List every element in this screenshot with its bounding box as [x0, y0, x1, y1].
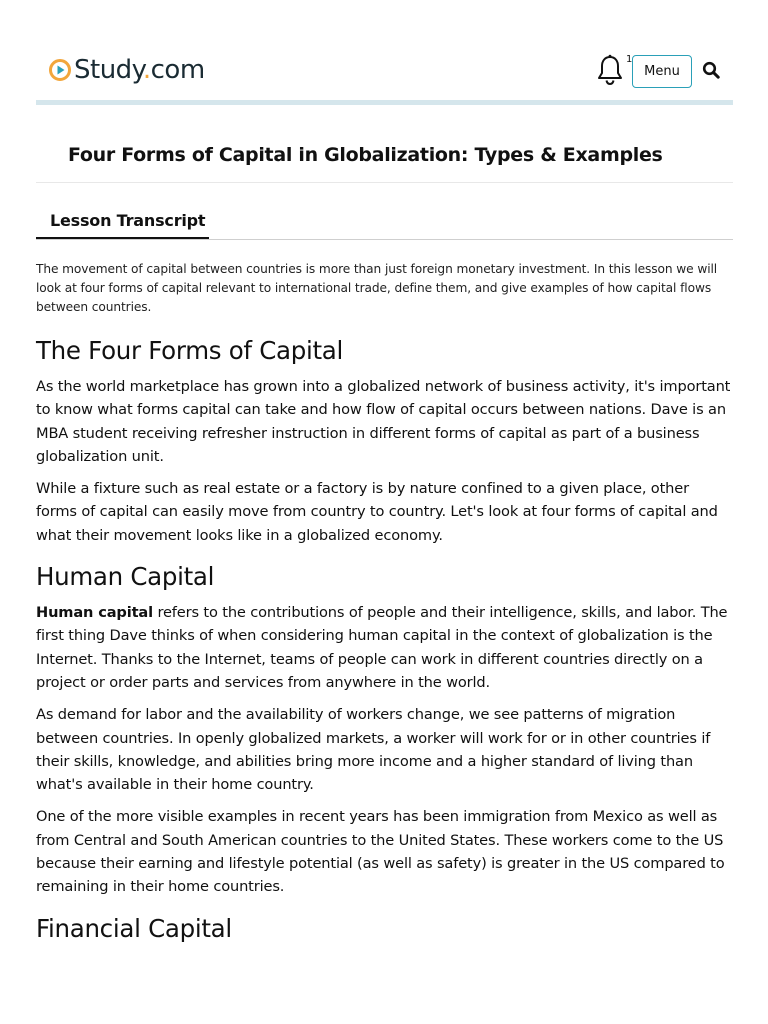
tab-lesson-transcript[interactable] [36, 208, 209, 240]
lesson-content [36, 260, 733, 953]
menu-button[interactable]: Menu [632, 55, 692, 88]
bell-icon[interactable] [596, 54, 624, 86]
section-heading: Financial Capital [36, 913, 232, 943]
section-financial-capital [36, 913, 733, 945]
section-heading: The Four Forms of Capital [36, 336, 344, 365]
search-icon[interactable] [702, 61, 720, 79]
site-header [36, 50, 733, 92]
logo-text: Study.com [74, 55, 205, 85]
key-term: Human capital [36, 604, 153, 622]
notification-count: 1 [626, 54, 633, 65]
paragraph: One of the more visible examples in recent years has been immigration from Mexico as well as from Central and South American countries to the United States. These workers come to the US because their earning and lifestyle potential (as well as safety) is greater in the US compared to remaining in their home countries. [36, 808, 725, 896]
paragraph-text: refers to the contributions of people and their intelligence, skills, and labor. The first thing Dave thinks of when considering human capital in the context of globalization is the Internet. Thanks to the Internet, teams of people can work in different countries directly on a project or order parts and services from anywhere in the world. [36, 604, 728, 691]
paragraph: While a fixture such as real estate or a factory is by nature confined to a given place, other forms of capital can easily move from country to country. Let's look at four forms of capital and what their movement looks like in a globalized economy. [36, 480, 718, 544]
section-human-capital [36, 561, 733, 899]
section-heading: Human Capital [36, 562, 215, 592]
lesson-summary: The movement of capital between countries is more than just foreign monetary investment. In this lesson we will look at four forms of capital relevant to international trade, define them, and give examples of how capital flows between countries. [36, 262, 718, 314]
tabs-divider [36, 239, 733, 240]
paragraph: As the world marketplace has grown into a globalized network of business activity, it's important to know what forms capital can take and how flow of capital occurs between nations. Dave is an MBA student receiving refresher instruction in different forms of capital as part of a business globalization unit. [36, 378, 731, 465]
study-logo[interactable] [48, 52, 205, 88]
header-divider [36, 100, 733, 105]
tab-label: Lesson Transcript [50, 211, 206, 230]
section-four-forms [36, 335, 733, 547]
title-divider [36, 182, 733, 183]
page-title: Four Forms of Capital in Globalization: Types & Examples [68, 144, 663, 166]
paragraph: As demand for labor and the availability of workers change, we see patterns of migration between countries. In openly globalized markets, a worker will work for or in other countries if their skills, knowledge, and abilities bring more income and a higher standard of living than what's available in their home country. [36, 706, 711, 794]
play-circle-icon [48, 58, 72, 82]
paragraph [36, 601, 733, 694]
